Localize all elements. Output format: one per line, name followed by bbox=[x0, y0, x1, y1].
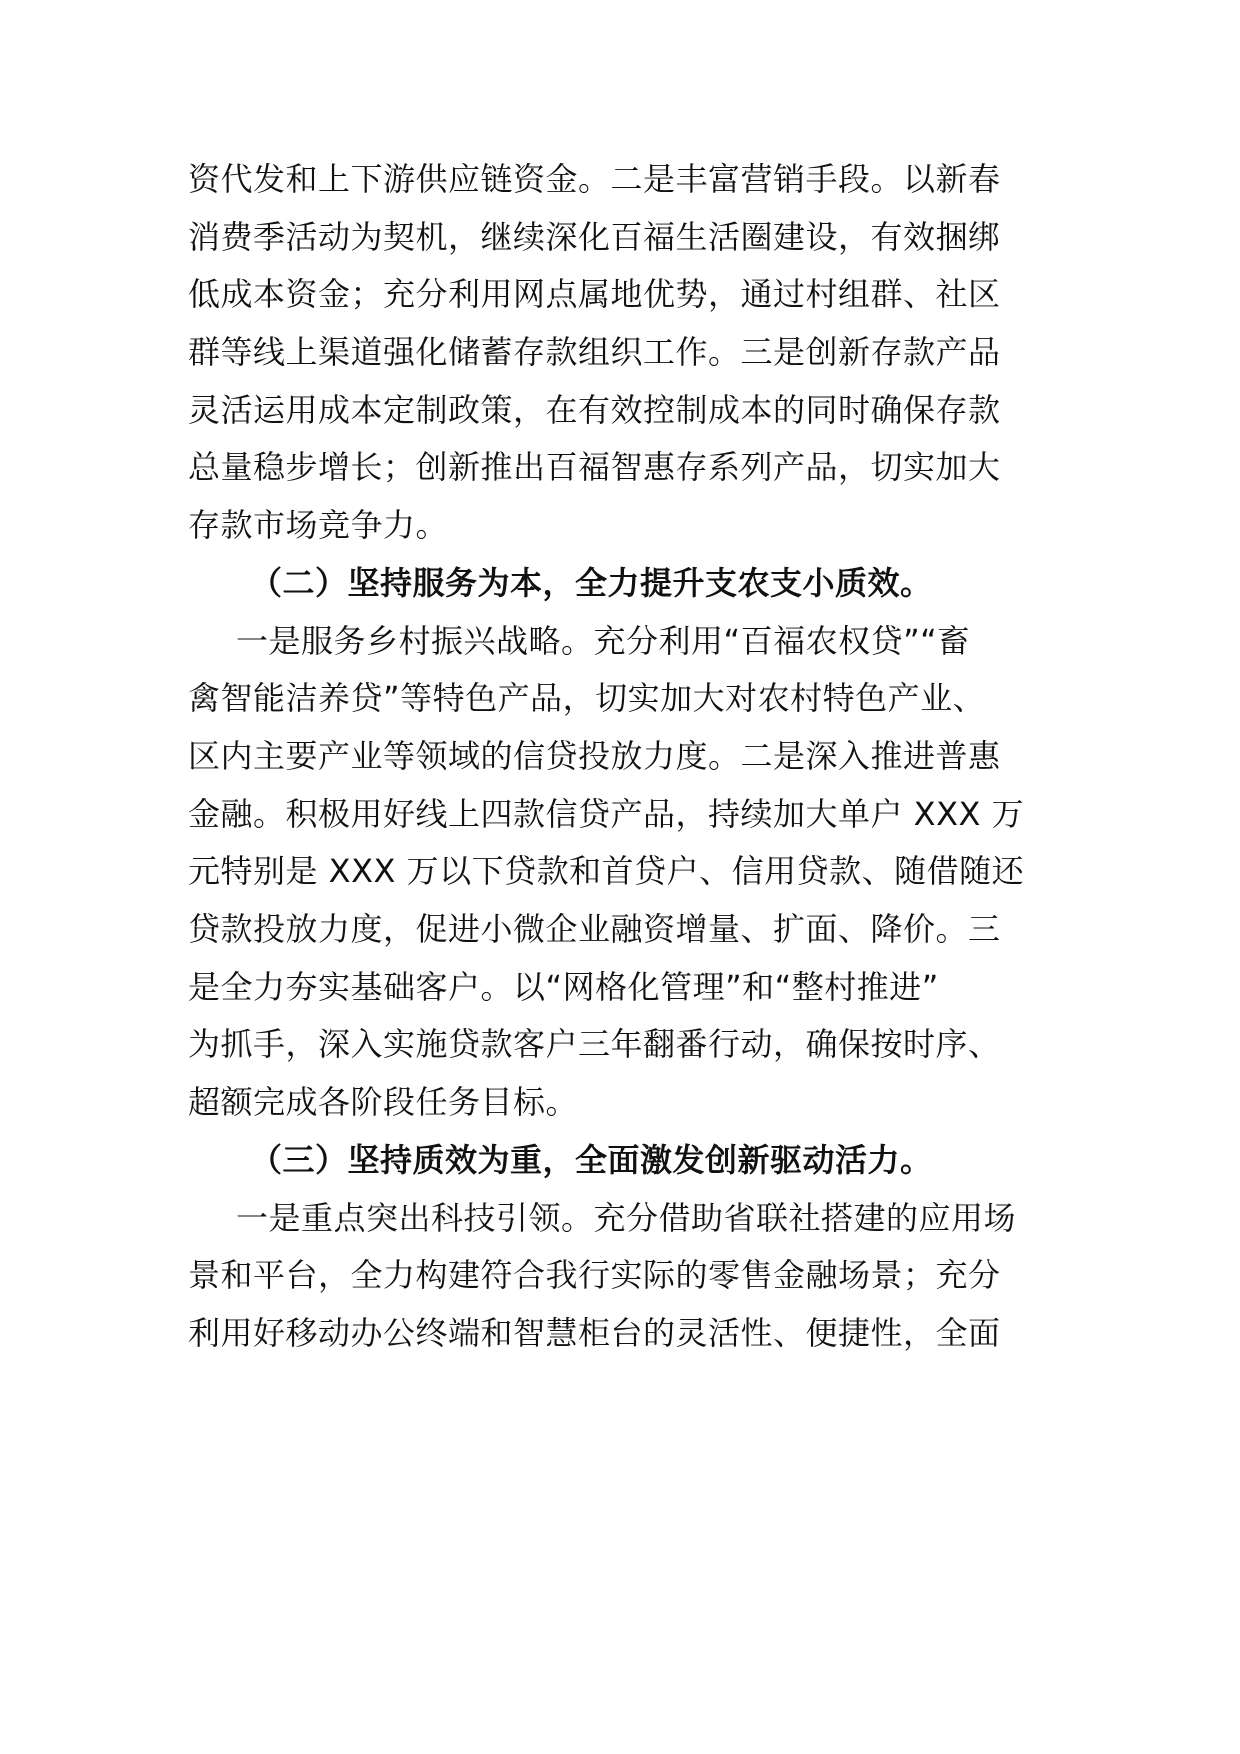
paragraph-line: 一是重点突出科技引领。充分借助省联社搭建的应用场 bbox=[236, 1199, 1017, 1237]
paragraph-line: 总量稳步增长；创新推出百福智惠存系列产品，切实加大 bbox=[188, 448, 1001, 486]
section-heading-2: （二）坚持服务为本，全力提升支农支小质效。 bbox=[250, 564, 933, 602]
paragraph-line: 元特别是 XXX 万以下贷款和首贷户、信用贷款、随借随还 bbox=[188, 852, 1025, 890]
paragraph-line: 为抓手，深入实施贷款客户三年翻番行动，确保按时序、 bbox=[188, 1025, 1001, 1063]
paragraph-line: 利用好移动办公终端和智慧柜台的灵活性、便捷性，全面 bbox=[188, 1314, 1001, 1352]
paragraph-line: 景和平台，全力构建符合我行实际的零售金融场景；充分 bbox=[188, 1256, 1001, 1294]
paragraph-line: 区内主要产业等领域的信贷投放力度。二是深入推进普惠 bbox=[188, 737, 1001, 775]
paragraph-line: 资代发和上下游供应链资金。二是丰富营销手段。以新春 bbox=[188, 160, 1001, 198]
paragraph-line: 存款市场竞争力。 bbox=[188, 506, 449, 544]
paragraph-line: 灵活运用成本定制政策，在有效控制成本的同时确保存款 bbox=[188, 391, 1001, 429]
paragraph-line: 低成本资金；充分利用网点属地优势，通过村组群、社区 bbox=[188, 275, 1001, 313]
section-heading-3: （三）坚持质效为重，全面激发创新驱动活力。 bbox=[250, 1141, 933, 1179]
paragraph-line: 群等线上渠道强化储蓄存款组织工作。三是创新存款产品 bbox=[188, 333, 1001, 371]
paragraph-line: 贷款投放力度，促进小微企业融资增量、扩面、降价。三 bbox=[188, 910, 1001, 948]
paragraph-line: 禽智能洁养贷”等特色产品，切实加大对农村特色产业、 bbox=[188, 679, 986, 717]
paragraph-line: 金融。积极用好线上四款信贷产品，持续加大单户 XXX 万 bbox=[188, 795, 1025, 833]
paragraph-line: 一是服务乡村振兴战略。充分利用“百福农权贷”“畜 bbox=[236, 622, 970, 660]
paragraph-line: 消费季活动为契机，继续深化百福生活圈建设，有效捆绑 bbox=[188, 218, 1001, 256]
paragraph-line: 是全力夯实基础客户。以“网格化管理”和“整村推进” bbox=[188, 968, 939, 1006]
paragraph-line: 超额完成各阶段任务目标。 bbox=[188, 1083, 579, 1121]
